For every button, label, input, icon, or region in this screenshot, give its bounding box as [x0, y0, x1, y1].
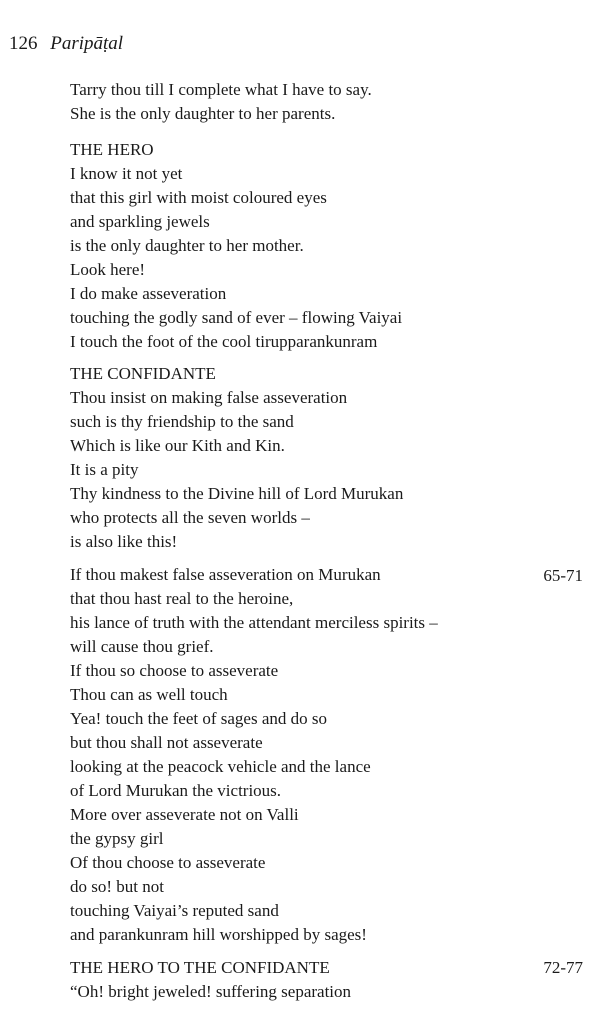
- verse-line: who protects all the seven worlds –: [70, 508, 310, 527]
- verse-line: do so! but not: [70, 877, 164, 896]
- stanza: [70, 362, 580, 554]
- verse-line: that this girl with moist coloured eyes: [70, 188, 327, 207]
- verse-line: and parankunram hill worshipped by sages!: [70, 925, 367, 944]
- verse-line: Tarry thou till I complete what I have to say.: [70, 80, 372, 99]
- verse-line: his lance of truth with the attendant merciless spirits –: [70, 613, 438, 632]
- verse-line: touching Vaiyai’s reputed sand: [70, 901, 279, 920]
- stanza: [70, 956, 580, 1004]
- verse-line: Thy kindness to the Divine hill of Lord Murukan: [70, 484, 404, 503]
- verse-line: touching the godly sand of ever – flowing Vaiyai: [70, 308, 403, 327]
- speaker-heading: THE CONFIDANTE: [70, 364, 216, 383]
- verse-line: looking at the peacock vehicle and the lance: [70, 757, 371, 776]
- verse-line: I touch the foot of the cool tirupparankunram: [70, 332, 378, 351]
- speaker-heading: THE HERO: [70, 140, 154, 159]
- verse-line: Thou insist on making false asseveration: [70, 388, 348, 407]
- verse-line: She is the only daughter to her parents.: [70, 104, 336, 123]
- verse-line: Look here!: [70, 260, 146, 279]
- verse-line: and sparkling jewels: [70, 212, 210, 231]
- verse-line: that thou hast real to the heroine,: [70, 589, 294, 608]
- verse-line: More over asseverate not on Valli: [70, 805, 299, 824]
- verse-line: is the only daughter to her mother.: [70, 236, 304, 255]
- verse-line: the gypsy girl: [70, 829, 164, 848]
- book-title: Paripāṭal: [50, 33, 124, 54]
- verse-line: will cause thou grief.: [70, 637, 214, 656]
- verse-line: If thou so choose to asseverate: [70, 661, 279, 680]
- verse-line: Thou can as well touch: [70, 685, 228, 704]
- page-header: [9, 33, 123, 55]
- verse-line: “Oh! bright jeweled! suffering separation: [70, 982, 352, 1001]
- verse-line: I know it not yet: [70, 164, 183, 183]
- verse-reference: 65-71: [543, 566, 583, 585]
- stanza: [70, 563, 580, 947]
- verse-reference: 72-77: [543, 958, 583, 977]
- verse-line: It is a pity: [70, 460, 139, 479]
- page-number: 126: [9, 33, 38, 54]
- verse-line: Which is like our Kith and Kin.: [70, 436, 285, 455]
- stanza: [70, 138, 580, 354]
- verse-line: but thou shall not asseverate: [70, 733, 263, 752]
- speaker-heading: THE HERO TO THE CONFIDANTE: [70, 958, 330, 977]
- verse-line: is also like this!: [70, 532, 178, 551]
- verse-line: of Lord Murukan the victrious.: [70, 781, 282, 800]
- verse-line: If thou makest false asseveration on Murukan: [70, 565, 381, 584]
- verse-line: such is thy friendship to the sand: [70, 412, 294, 431]
- stanza: [70, 78, 580, 126]
- verse-line: I do make asseveration: [70, 284, 227, 303]
- verse-line: Of thou choose to asseverate: [70, 853, 266, 872]
- verse-line: Yea! touch the feet of sages and do so: [70, 709, 327, 728]
